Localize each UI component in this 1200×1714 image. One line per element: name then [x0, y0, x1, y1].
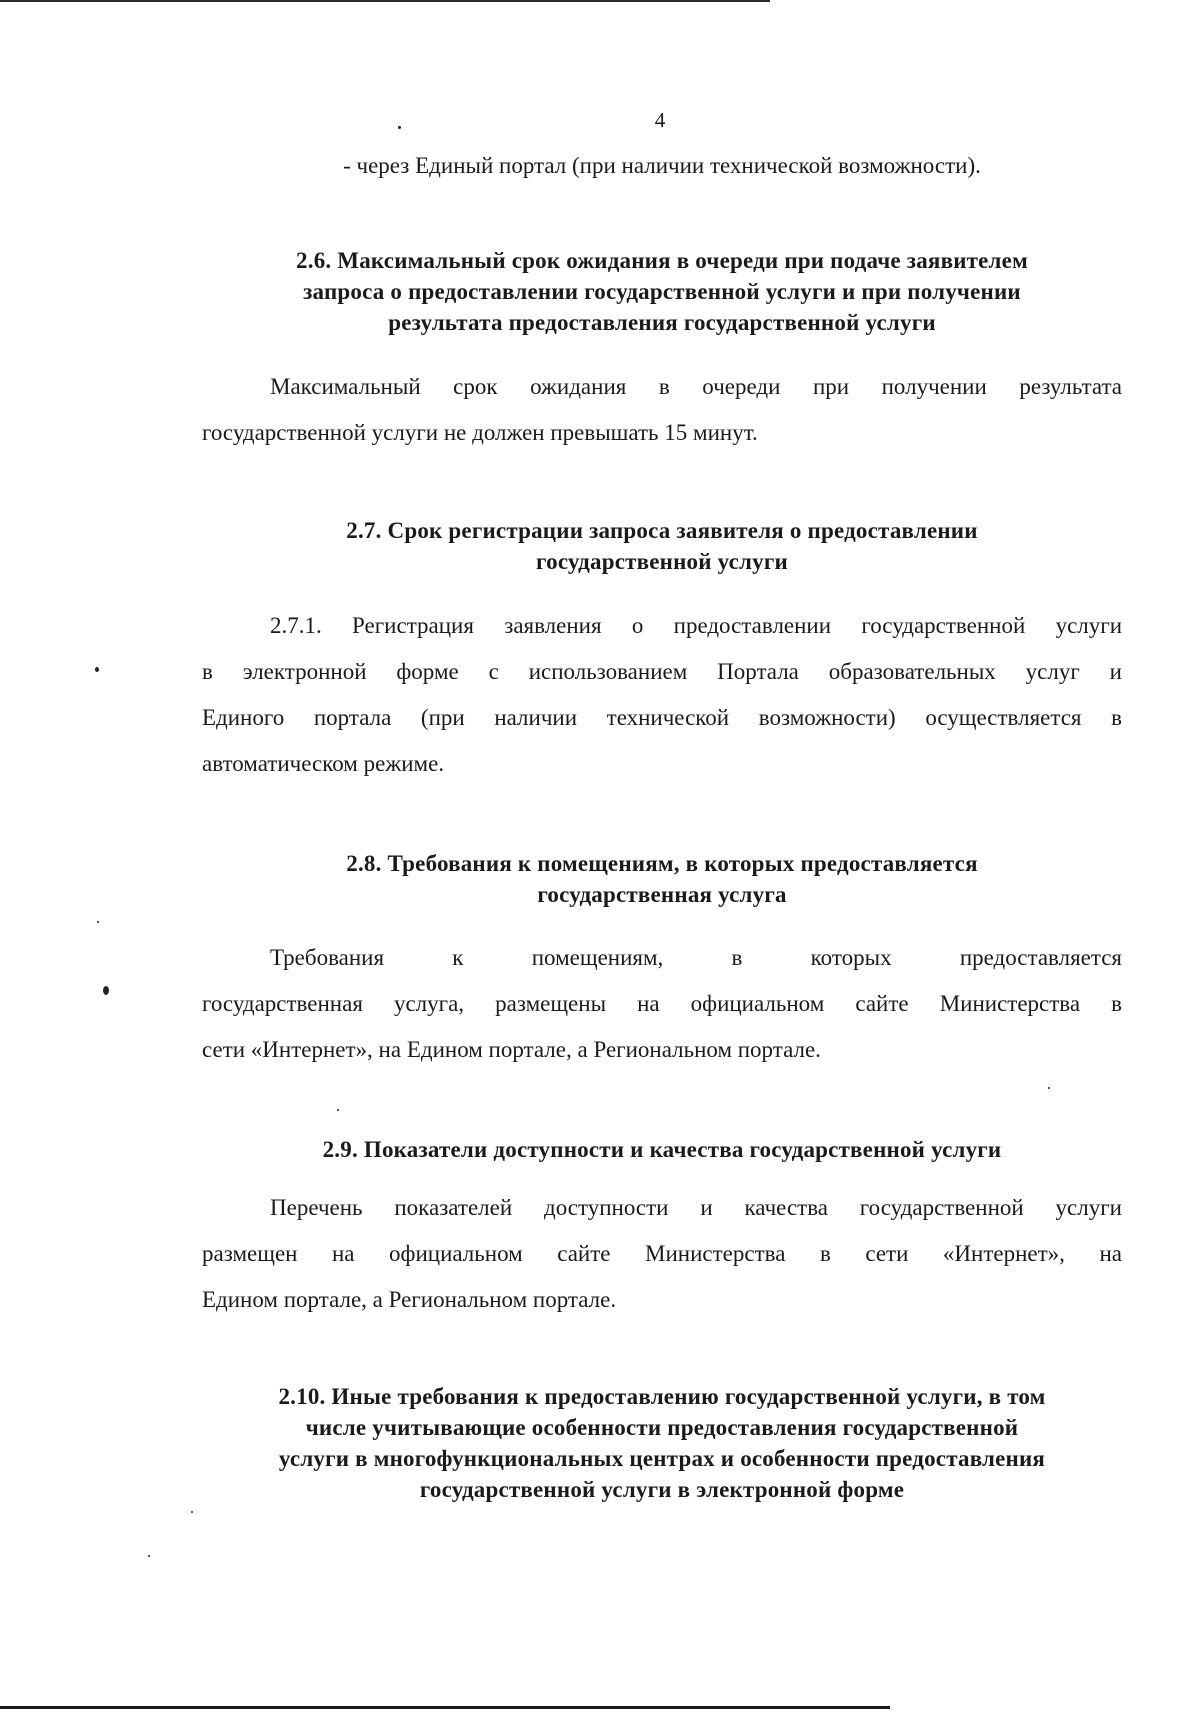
paragraph-line: Перечень показателей доступности и качества государственной услуги — [270, 1195, 1122, 1220]
heading-line: запроса о предоставлении государственной услуги и при получении — [303, 279, 1021, 304]
section-heading-2-8 — [202, 848, 1122, 910]
paragraph-line: Максимальный срок ожидания в очереди при получении результата — [270, 374, 1122, 399]
paragraph-line: в электронной форме с использованием Портала образовательных услуг и — [202, 659, 1122, 684]
section-heading-2-7 — [202, 515, 1122, 577]
scan-speck — [1048, 1087, 1050, 1089]
heading-line: 2.7. Срок регистрации запроса заявителя о предоставлении — [346, 518, 978, 543]
section-paragraph-2-6 — [202, 364, 1122, 456]
scan-speck — [191, 1511, 193, 1513]
scan-speck — [148, 1555, 150, 1557]
paragraph-line: автоматическом режиме. — [202, 751, 445, 776]
scan-speck — [103, 986, 109, 995]
section-heading-2-10 — [202, 1381, 1122, 1505]
section-paragraph-2-9 — [202, 1185, 1122, 1323]
page-number: 4 — [654, 108, 666, 132]
section-paragraph-2-8 — [202, 935, 1122, 1073]
paragraph-line: Едином портале, а Региональном портале. — [202, 1287, 617, 1312]
section-heading-2-6 — [202, 245, 1122, 338]
paragraph-line: размещен на официальном сайте Министерства в сети «Интернет», на — [202, 1241, 1122, 1266]
paragraph-line: Единого портала (при наличии технической возможности) осуществляется в — [202, 705, 1122, 730]
heading-line: услуги в многофункциональных центрах и особенности предоставления — [278, 1446, 1046, 1471]
paragraph-line: 2.7.1. Регистрация заявления о предоставлении государственной услуги — [270, 613, 1122, 638]
intro-block — [202, 143, 1122, 189]
heading-line: результата предоставления государственной услуги — [388, 310, 936, 335]
heading-line: 2.6. Максимальный срок ожидания в очереди при подаче заявителем — [296, 248, 1028, 273]
heading-line: числе учитывающие особенности предоставления государственной — [305, 1415, 1019, 1440]
scan-border-top — [0, 0, 770, 2]
paragraph-line: Требования к помещениям, в которых предоставляется — [270, 945, 1122, 970]
scan-speck — [97, 921, 99, 923]
paragraph-line: сети «Интернет», на Едином портале, а Региональном портале. — [202, 1037, 821, 1062]
scan-speck — [337, 1109, 339, 1111]
section-heading-2-9 — [202, 1134, 1122, 1165]
scan-speck — [95, 667, 99, 672]
paragraph-line: государственная услуга, размещены на официальном сайте Министерства в — [202, 991, 1122, 1016]
intro-line: - через Единый портал (при наличии технической возможности). — [343, 153, 981, 178]
paragraph-line: государственной услуги не должен превышать 15 минут. — [202, 420, 758, 445]
scan-border-bottom — [0, 1706, 890, 1709]
heading-line: 2.10. Иные требования к предоставлению государственной услуги, в том — [278, 1384, 1046, 1409]
heading-line: государственной услуги в электронной форме — [419, 1477, 905, 1502]
heading-line: государственная услуга — [537, 882, 787, 907]
heading-line: государственной услуги — [536, 549, 788, 574]
heading-line: 2.9. Показатели доступности и качества государственной услуги — [322, 1137, 1002, 1162]
heading-line: 2.8. Требования к помещениям, в которых предоставляется — [346, 851, 978, 876]
section-paragraph-2-7 — [202, 603, 1122, 787]
